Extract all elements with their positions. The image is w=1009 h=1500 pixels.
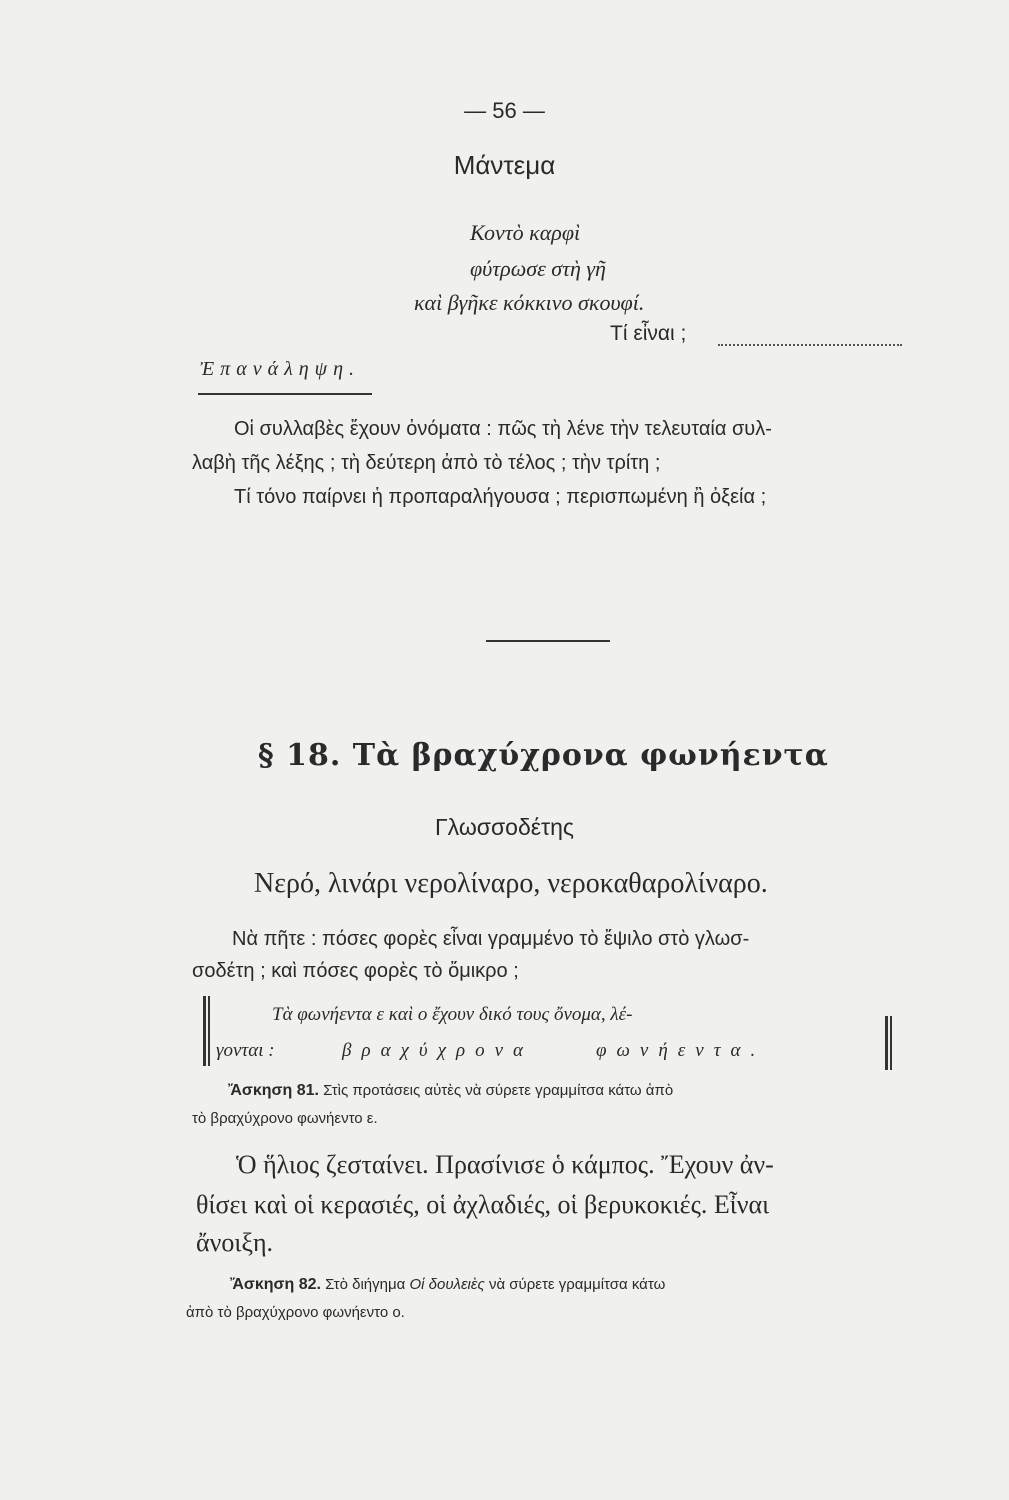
instruction-line-2: σοδέτη ; καὶ πόσες φορὲς τὸ ὄμικρο ; [192,960,519,982]
page-number: — 56 — [464,98,545,123]
exercise-81-line-1 [228,1082,673,1100]
exercise-82-text-2: ἀπὸ τὸ βραχύχρονο φωνήεντο ο. [186,1304,405,1321]
exercise-82-label: Ἄσκηση 82. [230,1276,321,1293]
rule-box-left-border-inner [208,996,210,1066]
passage-line-2: θίσει καὶ οἱ κερασιές, οἱ ἀχλαδιές, οἱ βερυκοκιές. Εἶναι [196,1190,770,1219]
review-underline [198,393,372,395]
review-heading: Ἐπανάληψη. [200,358,360,380]
rule-box-right-border-inner [890,1016,892,1070]
review-line-1: Οἱ συλλαβὲς ἔχουν ὀνόματα : πῶς τὴ λένε τὴν τελευταία συλ- [234,418,772,440]
exercise-81-label: Ἄσκηση 81. [228,1082,319,1099]
review-line-3: Τί τόνο παίρνει ἡ προπαραλήγουσα ; περισπωμένη ἢ ὀξεία ; [234,486,767,508]
riddle-line-1: Κοντὸ καρφὶ [470,220,581,245]
section-heading: § 18. Τὰ βραχύχρονα φωνήεντα [258,738,829,773]
section-separator [486,640,610,642]
rule-box-right-border [885,1016,888,1070]
tongue-twister: Νερό, λινάρι νερολίναρο, νεροκαθαρολίναρο. [254,868,768,899]
rule-line-1: Τὰ φωνήεντα ε καὶ ο ἔχουν δικό τους ὄνομα, λέ- [272,1004,633,1025]
rule-term-short: βραχύχρονα [342,1040,534,1061]
riddle-question: Τί εἶναι ; [610,322,687,345]
exercise-81-text-1: Στὶς προτάσεις αὐτὲς νὰ σύρετε γραμμίτσα κάτω ἀπὸ [323,1082,674,1099]
riddle-line-3: καὶ βγῆκε κόκκινο σκουφί. [414,290,645,315]
rule-term-vowels: φωνήεντα. [596,1040,766,1061]
instruction-line-1: Νὰ πῆτε : πόσες φορὲς εἶναι γραμμένο τὸ ἔψιλο στὸ γλωσ- [232,928,750,950]
rule-line-2-start: γονται : [216,1040,275,1061]
passage-line-1: Ὁ ἥλιος ζεσταίνει. Πρασίνισε ὁ κάμπος. Ἔχουν ἀν- [236,1150,774,1179]
riddle-title: Μάντεμα [453,150,556,180]
exercise-82-line-1 [230,1276,665,1294]
rule-box-left-border [203,996,206,1066]
section-subtitle: Γλωσσοδέτης [435,814,574,840]
exercise-82-text-start: Στὸ διήγημα [325,1276,406,1293]
exercise-82-text-end: νὰ σύρετε γραμμίτσα κάτω [488,1276,666,1293]
answer-dotted-line [718,344,902,346]
riddle-line-2: φύτρωσε στὴ γῆ [470,256,606,281]
exercise-82-story-title: Οἱ δουλειὲς [409,1276,485,1293]
review-line-2: λαβὴ τῆς λέξης ; τὴ δεύτερη ἀπὸ τὸ τέλος ; τὴν τρίτη ; [192,452,661,474]
exercise-81-text-2: τὸ βραχύχρονο φωνήεντο ε. [192,1110,378,1127]
passage-line-3: ἄνοιξη. [196,1228,274,1257]
